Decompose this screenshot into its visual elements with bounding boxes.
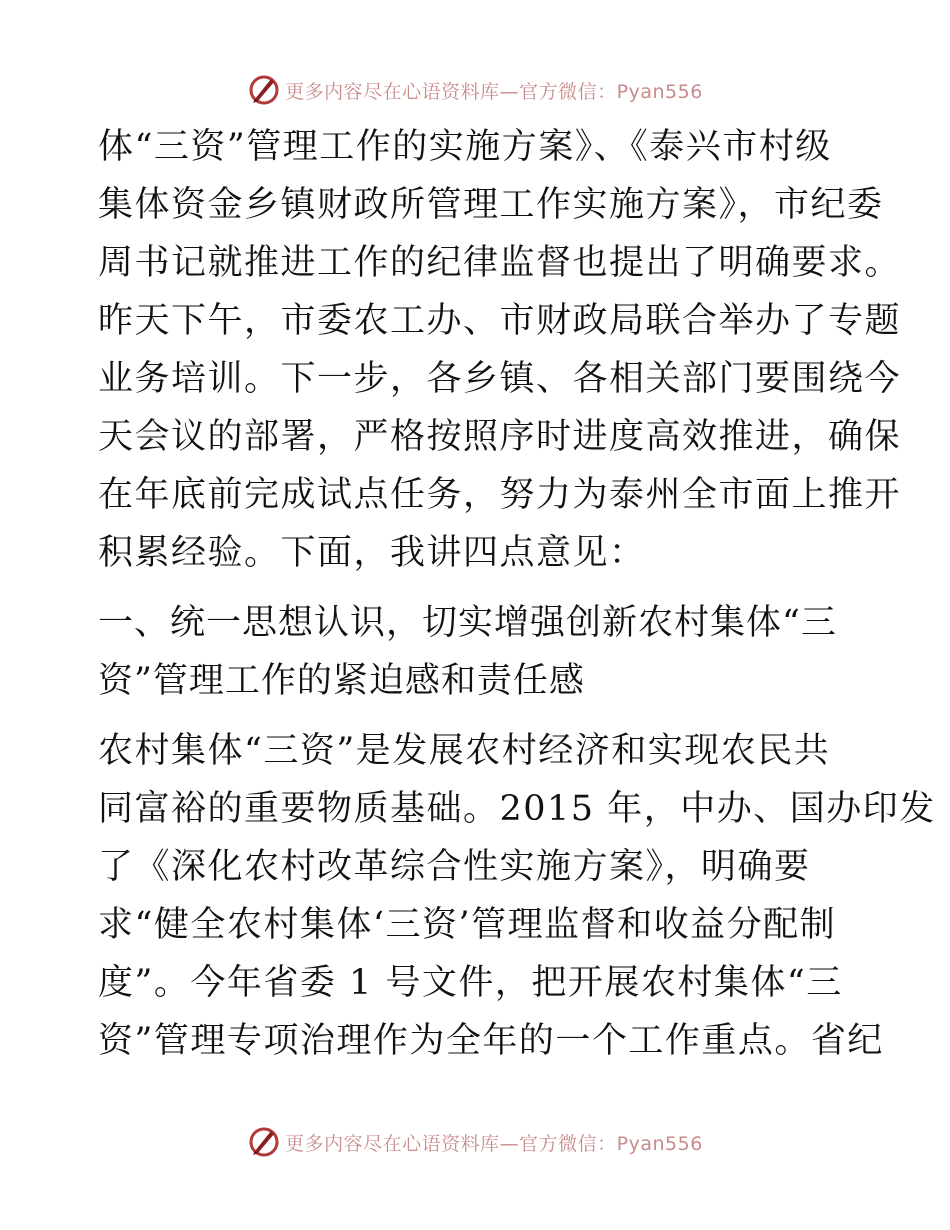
body-line: 积累经验。下面，我讲四点意见：: [98, 533, 646, 573]
watermark-text: 更多内容尽在心语资料库—官方微信：Pyan556: [285, 1132, 703, 1155]
section-heading-line: 资”管理工作的紧迫感和责任感: [98, 661, 585, 701]
paragraph-line: 同富裕的重要物质基础。2015 年，中办、国办印发: [98, 789, 936, 829]
body-line: 周书记就推进工作的纪律监督也提出了明确要求。: [98, 243, 902, 283]
paragraph-line: 农村集体“三资”是发展农村经济和实现农民共: [98, 731, 831, 771]
body-line: 体“三资”管理工作的实施方案》、《泰兴市村级: [98, 127, 832, 167]
paragraph-line: 了《深化农村改革综合性实施方案》，明确要: [98, 847, 811, 887]
section-heading-line: 一、统一思想认识，切实增强创新农村集体“三: [98, 603, 837, 643]
header-watermark: [0, 73, 950, 107]
paragraph-line: 度”。今年省委 1 号文件，把开展农村集体“三: [98, 963, 843, 1003]
body-line: 在年底前完成试点任务，努力为泰州全市面上推开: [98, 475, 902, 515]
watermark-text: 更多内容尽在心语资料库—官方微信：Pyan556: [285, 80, 703, 103]
quill-pen-circle-logo-icon: [247, 73, 281, 107]
paragraph-line: 求“健全农村集体‘三资’管理监督和收益分配制: [98, 905, 837, 945]
paragraph-line: 资”管理专项治理作为全年的一个工作重点。省纪: [98, 1021, 884, 1061]
body-line: 天会议的部署，严格按照序时进度高效推进，确保: [98, 417, 902, 457]
body-line: 昨天下午，市委农工办、市财政局联合举办了专题: [98, 301, 902, 341]
footer-watermark: [0, 1125, 950, 1159]
document-body: [98, 118, 936, 1070]
body-line: 业务培训。下一步，各乡镇、各相关部门要围绕今: [98, 359, 902, 399]
body-line: 集体资金乡镇财政所管理工作实施方案》，市纪委: [98, 185, 884, 225]
quill-pen-circle-logo-icon: [247, 1125, 281, 1159]
